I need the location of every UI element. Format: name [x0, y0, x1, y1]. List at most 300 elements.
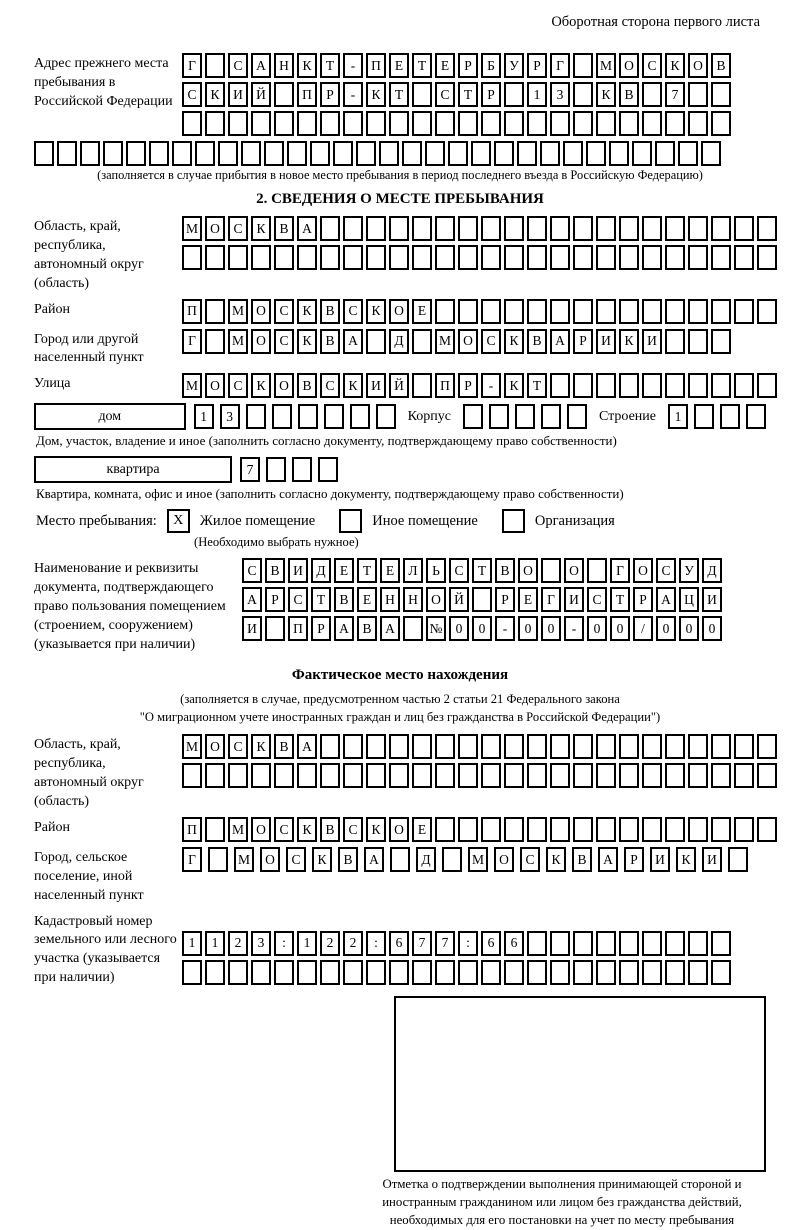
- char-cell: 3: [550, 82, 570, 107]
- raion-row: [182, 299, 777, 324]
- char-cell: [688, 245, 708, 270]
- dom-caption: Дом, участок, владение и иное (заполнить согласно документу, подтверждающему право собственности): [36, 433, 617, 449]
- char-cell: А: [598, 847, 618, 872]
- actual-location-subtitle-line2: "О миграционном учете иностранных граждан и лиц без гражданства в Российской Федерации"): [139, 710, 661, 725]
- char-cell: [632, 141, 652, 166]
- field-dom: [34, 403, 766, 430]
- oblast-rows: [182, 216, 777, 270]
- ulitsa-label: Улица: [34, 376, 71, 392]
- char-cell: [390, 847, 410, 872]
- actual-oblast-label: Область, край, республика, автономный округ (область): [34, 737, 144, 809]
- char-cell: [435, 216, 455, 241]
- char-cell: [274, 245, 294, 270]
- char-cell: О: [494, 847, 514, 872]
- char-cell: [182, 960, 202, 985]
- char-cell: Р: [458, 373, 478, 398]
- char-cell: И: [228, 82, 248, 107]
- field-mesto-prebyvaniya: [36, 509, 766, 533]
- char-cell: М: [228, 329, 248, 354]
- char-cell: В: [572, 847, 592, 872]
- char-cell: [527, 763, 547, 788]
- char-cell: [310, 141, 330, 166]
- char-cell: №: [426, 616, 446, 641]
- char-cell: [688, 817, 708, 842]
- section2-title: 2. СВЕДЕНИЯ О МЕСТЕ ПРЕБЫВАНИЯ: [256, 191, 544, 207]
- char-cell: [458, 817, 478, 842]
- char-cell: [678, 141, 698, 166]
- char-cell: [297, 111, 317, 136]
- char-cell: [550, 111, 570, 136]
- char-cell: К: [366, 82, 386, 107]
- char-cell: У: [679, 558, 699, 583]
- actual-gorod-label: Город, сельское поселение, иной населенный пункт: [34, 849, 144, 903]
- char-cell: С: [228, 216, 248, 241]
- field-ulitsa: [34, 373, 766, 398]
- char-cell: И: [366, 373, 386, 398]
- prev-address-row-2: [182, 82, 731, 107]
- char-cell: [527, 111, 547, 136]
- char-cell: [596, 763, 616, 788]
- char-cell: [504, 82, 524, 107]
- char-cell: [251, 960, 271, 985]
- char-cell: М: [234, 847, 254, 872]
- char-cell: С: [286, 847, 306, 872]
- char-cell: [458, 763, 478, 788]
- char-cell: [619, 960, 639, 985]
- char-cell: И: [596, 329, 616, 354]
- field-raion: [34, 299, 766, 324]
- char-cell: К: [504, 329, 524, 354]
- char-cell: Д: [389, 329, 409, 354]
- char-cell: [619, 111, 639, 136]
- char-cell: [504, 960, 524, 985]
- char-cell: М: [228, 817, 248, 842]
- char-cell: С: [228, 53, 248, 78]
- char-cell: 3: [220, 404, 240, 429]
- char-cell: [596, 817, 616, 842]
- char-cell: [642, 373, 662, 398]
- char-cell: [182, 245, 202, 270]
- mesto-note: (Необходимо выбрать нужное): [194, 535, 359, 550]
- actual-location-subtitle-line1: (заполняется в случае, предусмотренном частью 2 статьи 21 Федерального закона: [180, 691, 620, 706]
- char-cell: К: [366, 299, 386, 324]
- char-cell: М: [182, 216, 202, 241]
- char-cell: К: [343, 373, 363, 398]
- char-cell: О: [633, 558, 653, 583]
- char-cell: [412, 960, 432, 985]
- char-cell: О: [688, 53, 708, 78]
- char-cell: [472, 587, 492, 612]
- char-cell: [489, 404, 509, 429]
- char-cell: [665, 960, 685, 985]
- char-cell: И: [702, 847, 722, 872]
- char-cell: [458, 299, 478, 324]
- char-cell: [481, 763, 501, 788]
- char-cell: С: [182, 82, 202, 107]
- char-cell: [182, 111, 202, 136]
- char-cell: В: [320, 299, 340, 324]
- char-cell: [389, 111, 409, 136]
- char-cell: [734, 299, 754, 324]
- char-cell: [274, 82, 294, 107]
- char-cell: [550, 817, 570, 842]
- char-cell: [343, 960, 363, 985]
- char-cell: Д: [311, 558, 331, 583]
- char-cell: [573, 245, 593, 270]
- char-cell: [665, 111, 685, 136]
- char-cell: Е: [435, 53, 455, 78]
- char-cell: [389, 245, 409, 270]
- char-cell: [205, 817, 225, 842]
- field-actual-oblast: [34, 734, 766, 812]
- page-header-note: Оборотная сторона первого листа: [551, 14, 760, 30]
- char-cell: :: [366, 931, 386, 956]
- char-cell: [402, 141, 422, 166]
- mesto-label: Место пребывания:: [36, 512, 157, 529]
- char-cell: [481, 299, 501, 324]
- char-cell: А: [343, 329, 363, 354]
- char-cell: [366, 329, 386, 354]
- char-cell: [182, 763, 202, 788]
- char-cell: С: [288, 587, 308, 612]
- char-cell: [320, 216, 340, 241]
- char-cell: И: [242, 616, 262, 641]
- char-cell: [619, 216, 639, 241]
- char-cell: [435, 763, 455, 788]
- document-row-1: [242, 558, 722, 583]
- dom-cells: [194, 404, 396, 429]
- char-cell: О: [205, 216, 225, 241]
- char-cell: [655, 141, 675, 166]
- char-cell: [541, 558, 561, 583]
- char-cell: -: [343, 53, 363, 78]
- char-cell: О: [205, 734, 225, 759]
- char-cell: 7: [412, 931, 432, 956]
- char-cell: [757, 216, 777, 241]
- char-cell: [376, 404, 396, 429]
- char-cell: С: [587, 587, 607, 612]
- char-cell: В: [711, 53, 731, 78]
- char-cell: -: [481, 373, 501, 398]
- char-cell: [688, 329, 708, 354]
- char-cell: [481, 245, 501, 270]
- char-cell: С: [520, 847, 540, 872]
- char-cell: :: [274, 931, 294, 956]
- char-cell: [665, 763, 685, 788]
- char-cell: [297, 245, 317, 270]
- char-cell: -: [343, 82, 363, 107]
- char-cell: [412, 82, 432, 107]
- char-cell: [688, 111, 708, 136]
- char-cell: А: [297, 734, 317, 759]
- char-cell: 0: [472, 616, 492, 641]
- char-cell: Н: [274, 53, 294, 78]
- char-cell: [567, 404, 587, 429]
- char-cell: [463, 404, 483, 429]
- char-cell: [573, 82, 593, 107]
- char-cell: [343, 111, 363, 136]
- char-cell: [265, 616, 285, 641]
- char-cell: [515, 404, 535, 429]
- char-cell: [264, 141, 284, 166]
- char-cell: [587, 558, 607, 583]
- prev-address-rows: [182, 53, 731, 136]
- char-cell: [435, 734, 455, 759]
- char-cell: С: [481, 329, 501, 354]
- char-cell: [619, 373, 639, 398]
- char-cell: Д: [702, 558, 722, 583]
- char-cell: [343, 245, 363, 270]
- char-cell: 0: [656, 616, 676, 641]
- char-cell: /: [633, 616, 653, 641]
- char-cell: [435, 111, 455, 136]
- char-cell: Й: [389, 373, 409, 398]
- char-cell: [688, 373, 708, 398]
- char-cell: [642, 111, 662, 136]
- stamp-box: [394, 996, 766, 1172]
- char-cell: [504, 111, 524, 136]
- char-cell: [573, 931, 593, 956]
- char-cell: О: [274, 373, 294, 398]
- kadastr-row-2: [182, 960, 731, 985]
- char-cell: [573, 111, 593, 136]
- char-cell: [527, 299, 547, 324]
- char-cell: [251, 763, 271, 788]
- char-cell: Д: [416, 847, 436, 872]
- char-cell: [665, 931, 685, 956]
- field-kvartira: [34, 456, 766, 483]
- char-cell: [297, 960, 317, 985]
- char-cell: 3: [251, 931, 271, 956]
- char-cell: Е: [412, 299, 432, 324]
- char-cell: Ц: [679, 587, 699, 612]
- char-cell: [728, 847, 748, 872]
- char-cell: [642, 82, 662, 107]
- kvartira-box: квартира: [34, 456, 232, 483]
- char-cell: [320, 111, 340, 136]
- char-cell: К: [504, 373, 524, 398]
- stamp-caption: Отметка о подтверждении выполнения принимающей стороной и иностранным гражданином или лицом без гражданства действий, необходимых для его постановки на учет по месту пребывания: [382, 1177, 742, 1227]
- char-cell: [701, 141, 721, 166]
- char-cell: [228, 763, 248, 788]
- char-cell: С: [656, 558, 676, 583]
- char-cell: [734, 817, 754, 842]
- char-cell: К: [205, 82, 225, 107]
- char-cell: Р: [265, 587, 285, 612]
- char-cell: П: [182, 299, 202, 324]
- char-cell: К: [297, 299, 317, 324]
- char-cell: М: [596, 53, 616, 78]
- char-cell: А: [656, 587, 676, 612]
- char-cell: [389, 216, 409, 241]
- char-cell: [292, 457, 312, 482]
- char-cell: [596, 216, 616, 241]
- char-cell: О: [251, 299, 271, 324]
- char-cell: 0: [610, 616, 630, 641]
- char-cell: А: [297, 216, 317, 241]
- prev-address-row-4: [34, 141, 766, 166]
- char-cell: [573, 299, 593, 324]
- kvartira-cells: [240, 457, 338, 482]
- actual-raion-label: Район: [34, 819, 70, 835]
- char-cell: Г: [182, 847, 202, 872]
- char-cell: [550, 299, 570, 324]
- char-cell: [596, 373, 616, 398]
- char-cell: [458, 960, 478, 985]
- char-cell: О: [260, 847, 280, 872]
- char-cell: [665, 216, 685, 241]
- char-cell: Е: [518, 587, 538, 612]
- char-cell: [103, 141, 123, 166]
- char-cell: [324, 404, 344, 429]
- kadastr-row-1: [182, 931, 731, 956]
- char-cell: [688, 216, 708, 241]
- char-cell: [435, 960, 455, 985]
- char-cell: А: [380, 616, 400, 641]
- char-cell: [573, 960, 593, 985]
- char-cell: [642, 734, 662, 759]
- char-cell: 2: [228, 931, 248, 956]
- char-cell: [412, 216, 432, 241]
- char-cell: 1: [527, 82, 547, 107]
- char-cell: [573, 53, 593, 78]
- stroenie-label: Строение: [598, 408, 656, 424]
- char-cell: [504, 817, 524, 842]
- char-cell: П: [435, 373, 455, 398]
- char-cell: 0: [449, 616, 469, 641]
- char-cell: [481, 817, 501, 842]
- char-cell: [297, 763, 317, 788]
- char-cell: [458, 245, 478, 270]
- char-cell: У: [504, 53, 524, 78]
- char-cell: [734, 734, 754, 759]
- char-cell: Р: [481, 82, 501, 107]
- char-cell: [320, 960, 340, 985]
- char-cell: П: [288, 616, 308, 641]
- raion-label: Район: [34, 301, 70, 317]
- char-cell: [412, 763, 432, 788]
- char-cell: [642, 299, 662, 324]
- char-cell: [563, 141, 583, 166]
- field-actual-gorod: [34, 847, 766, 906]
- char-cell: [527, 960, 547, 985]
- char-cell: В: [320, 329, 340, 354]
- char-cell: [208, 847, 228, 872]
- char-cell: [435, 245, 455, 270]
- char-cell: [688, 82, 708, 107]
- char-cell: [550, 216, 570, 241]
- char-cell: 7: [240, 457, 260, 482]
- char-cell: О: [205, 373, 225, 398]
- char-cell: [435, 299, 455, 324]
- char-cell: [366, 763, 386, 788]
- char-cell: Р: [458, 53, 478, 78]
- char-cell: Т: [311, 587, 331, 612]
- char-cell: 0: [702, 616, 722, 641]
- char-cell: [527, 817, 547, 842]
- char-cell: П: [366, 53, 386, 78]
- char-cell: 1: [194, 404, 214, 429]
- char-cell: [504, 216, 524, 241]
- char-cell: [550, 960, 570, 985]
- char-cell: Г: [541, 587, 561, 612]
- char-cell: [251, 245, 271, 270]
- char-cell: [619, 245, 639, 270]
- char-cell: [757, 245, 777, 270]
- char-cell: [586, 141, 606, 166]
- char-cell: С: [228, 373, 248, 398]
- char-cell: [442, 847, 462, 872]
- char-cell: О: [619, 53, 639, 78]
- char-cell: Р: [624, 847, 644, 872]
- char-cell: [195, 141, 215, 166]
- char-cell: К: [297, 329, 317, 354]
- char-cell: К: [297, 817, 317, 842]
- char-cell: [172, 141, 192, 166]
- char-cell: [757, 734, 777, 759]
- char-cell: В: [320, 817, 340, 842]
- char-cell: В: [619, 82, 639, 107]
- char-cell: Р: [527, 53, 547, 78]
- char-cell: [458, 734, 478, 759]
- char-cell: [665, 329, 685, 354]
- char-cell: [287, 141, 307, 166]
- char-cell: [57, 141, 77, 166]
- char-cell: [318, 457, 338, 482]
- char-cell: :: [458, 931, 478, 956]
- char-cell: О: [564, 558, 584, 583]
- char-cell: [757, 299, 777, 324]
- char-cell: [218, 141, 238, 166]
- char-cell: В: [274, 216, 294, 241]
- char-cell: [350, 404, 370, 429]
- char-cell: А: [550, 329, 570, 354]
- field-document: [34, 558, 766, 654]
- char-cell: К: [619, 329, 639, 354]
- char-cell: С: [274, 299, 294, 324]
- option-inoe-label: Иное помещение: [372, 512, 478, 529]
- char-cell: В: [527, 329, 547, 354]
- char-cell: [665, 245, 685, 270]
- char-cell: [425, 141, 445, 166]
- char-cell: Т: [610, 587, 630, 612]
- char-cell: [757, 373, 777, 398]
- char-cell: Т: [357, 558, 377, 583]
- char-cell: [573, 373, 593, 398]
- char-cell: [481, 960, 501, 985]
- char-cell: О: [518, 558, 538, 583]
- char-cell: [665, 299, 685, 324]
- char-cell: К: [251, 216, 271, 241]
- char-cell: [205, 329, 225, 354]
- char-cell: [241, 141, 261, 166]
- char-cell: И: [642, 329, 662, 354]
- char-cell: [596, 299, 616, 324]
- char-cell: [527, 216, 547, 241]
- char-cell: Е: [380, 558, 400, 583]
- char-cell: [205, 53, 225, 78]
- char-cell: [126, 141, 146, 166]
- char-cell: К: [251, 373, 271, 398]
- document-rows: [242, 558, 722, 641]
- char-cell: [366, 734, 386, 759]
- char-cell: Г: [182, 329, 202, 354]
- char-cell: [228, 111, 248, 136]
- char-cell: [527, 734, 547, 759]
- char-cell: В: [297, 373, 317, 398]
- char-cell: К: [596, 82, 616, 107]
- char-cell: С: [320, 373, 340, 398]
